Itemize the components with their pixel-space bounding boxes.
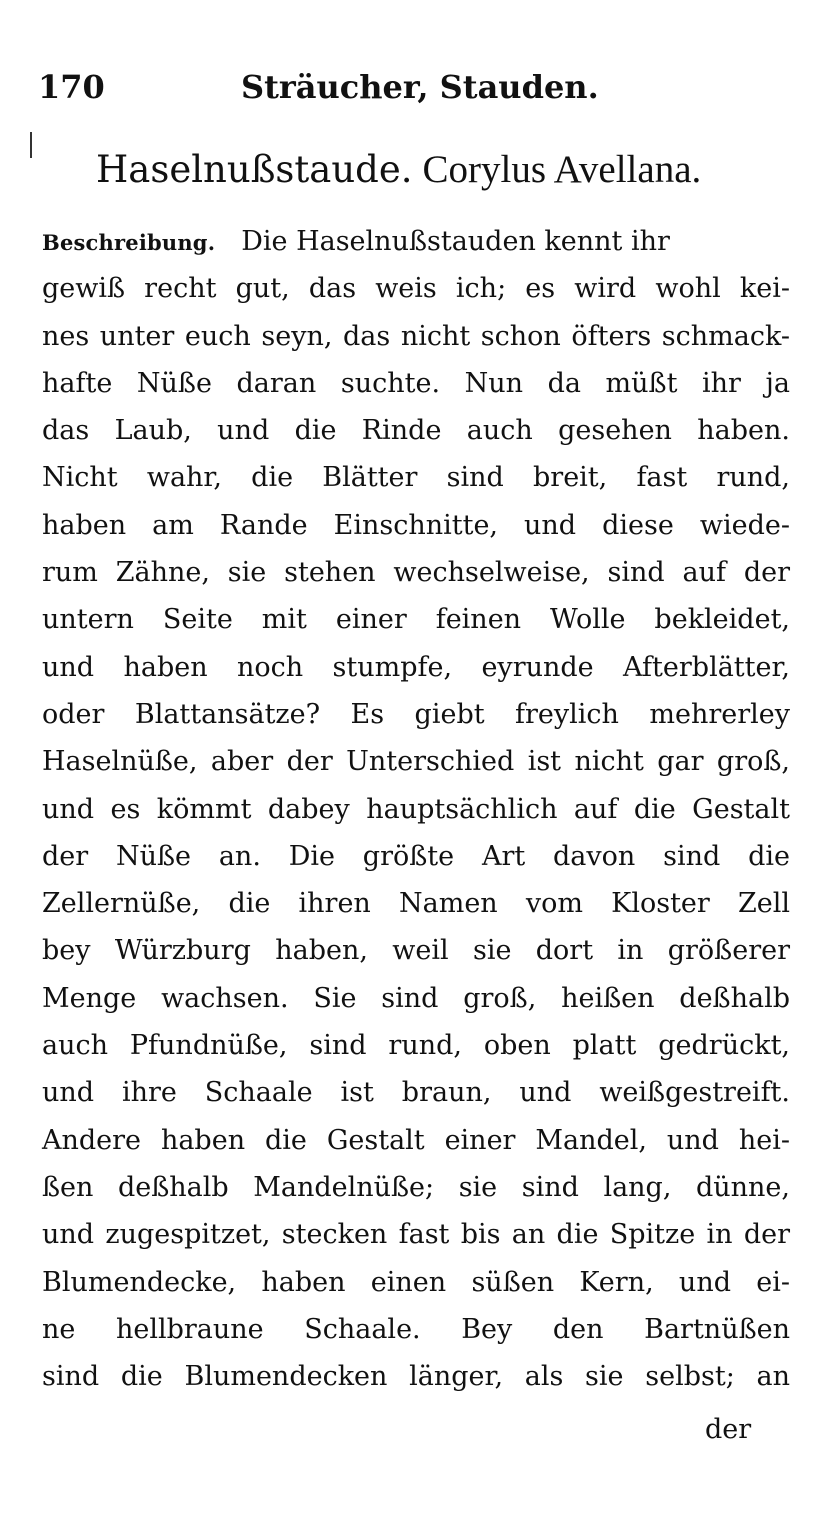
- text-line: der Nüße an. Die größte Art davon sind die: [42, 840, 790, 872]
- text-line: bey Würzburg haben, weil sie dort in größerer: [42, 935, 790, 967]
- section-title-german: Haselnußstaude.: [96, 148, 413, 191]
- text-line: Zellernüße, die ihren Namen vom Kloster Zell: [42, 888, 790, 920]
- text-line: und es kömmt dabey hauptsächlich auf die Gestalt: [42, 793, 790, 825]
- text-line: und ihre Schaale ist braun, und weißgestreift.: [42, 1077, 790, 1109]
- text-line: Andere haben die Gestalt einer Mandel, und hei-: [42, 1124, 790, 1156]
- text-line: ne hellbraune Schaale. Bey den Bartnüßen: [42, 1313, 790, 1345]
- text-line: [42, 218, 790, 265]
- text-line: sind die Blumendecken länger, als sie selbst; an: [42, 1361, 790, 1393]
- text-line: und zugespitzet, stecken fast bis an die Spitze in der: [42, 1219, 790, 1251]
- text-line: ßen deßhalb Mandelnüße; sie sind lang, dünne,: [42, 1171, 790, 1203]
- text-line: das Laub, und die Rinde auch gesehen haben.: [42, 415, 790, 447]
- text-line: untern Seite mit einer feinen Wolle bekleidet,: [42, 604, 790, 636]
- text-line: und haben noch stumpfe, eyrunde Afterblätter,: [42, 651, 790, 683]
- text-line: haben am Rande Einschnitte, und diese wiede-: [42, 509, 790, 541]
- running-head: [38, 68, 778, 118]
- body-text: [42, 218, 790, 1400]
- text-line: Haselnüße, aber der Unterschied ist nicht gar groß,: [42, 746, 790, 778]
- text-line: Nicht wahr, die Blätter sind breit, fast rund,: [42, 462, 790, 494]
- page-number: 170: [38, 68, 105, 106]
- section-title-latin: Corylus Avellana.: [422, 148, 702, 191]
- text-line: nes unter euch seyn, das nicht schon öfters schmack-: [42, 320, 790, 352]
- text-line-content: Die Haselnußstauden kennt ihr: [241, 226, 670, 257]
- text-line: Menge wachsen. Sie sind groß, heißen deßhalb: [42, 982, 790, 1014]
- section-title: [96, 147, 796, 192]
- text-line: hafte Nüße daran suchte. Nun da müßt ihr ja: [42, 367, 790, 399]
- text-line: gewiß recht gut, das weis ich; es wird wohl kei-: [42, 273, 790, 305]
- margin-mark: [30, 132, 32, 158]
- text-line: rum Zähne, sie stehen wechselweise, sind auf der: [42, 557, 790, 589]
- marginal-label: Beschreibung.: [42, 230, 216, 255]
- running-title: Sträucher, Stauden.: [241, 68, 599, 106]
- catchword: der: [705, 1414, 752, 1445]
- text-line: Blumendecke, haben einen süßen Kern, und ei-: [42, 1266, 790, 1298]
- text-line: auch Pfundnüße, sind rund, oben platt gedrückt,: [42, 1030, 790, 1062]
- text-line: oder Blattansätze? Es giebt freylich mehrerley: [42, 698, 790, 730]
